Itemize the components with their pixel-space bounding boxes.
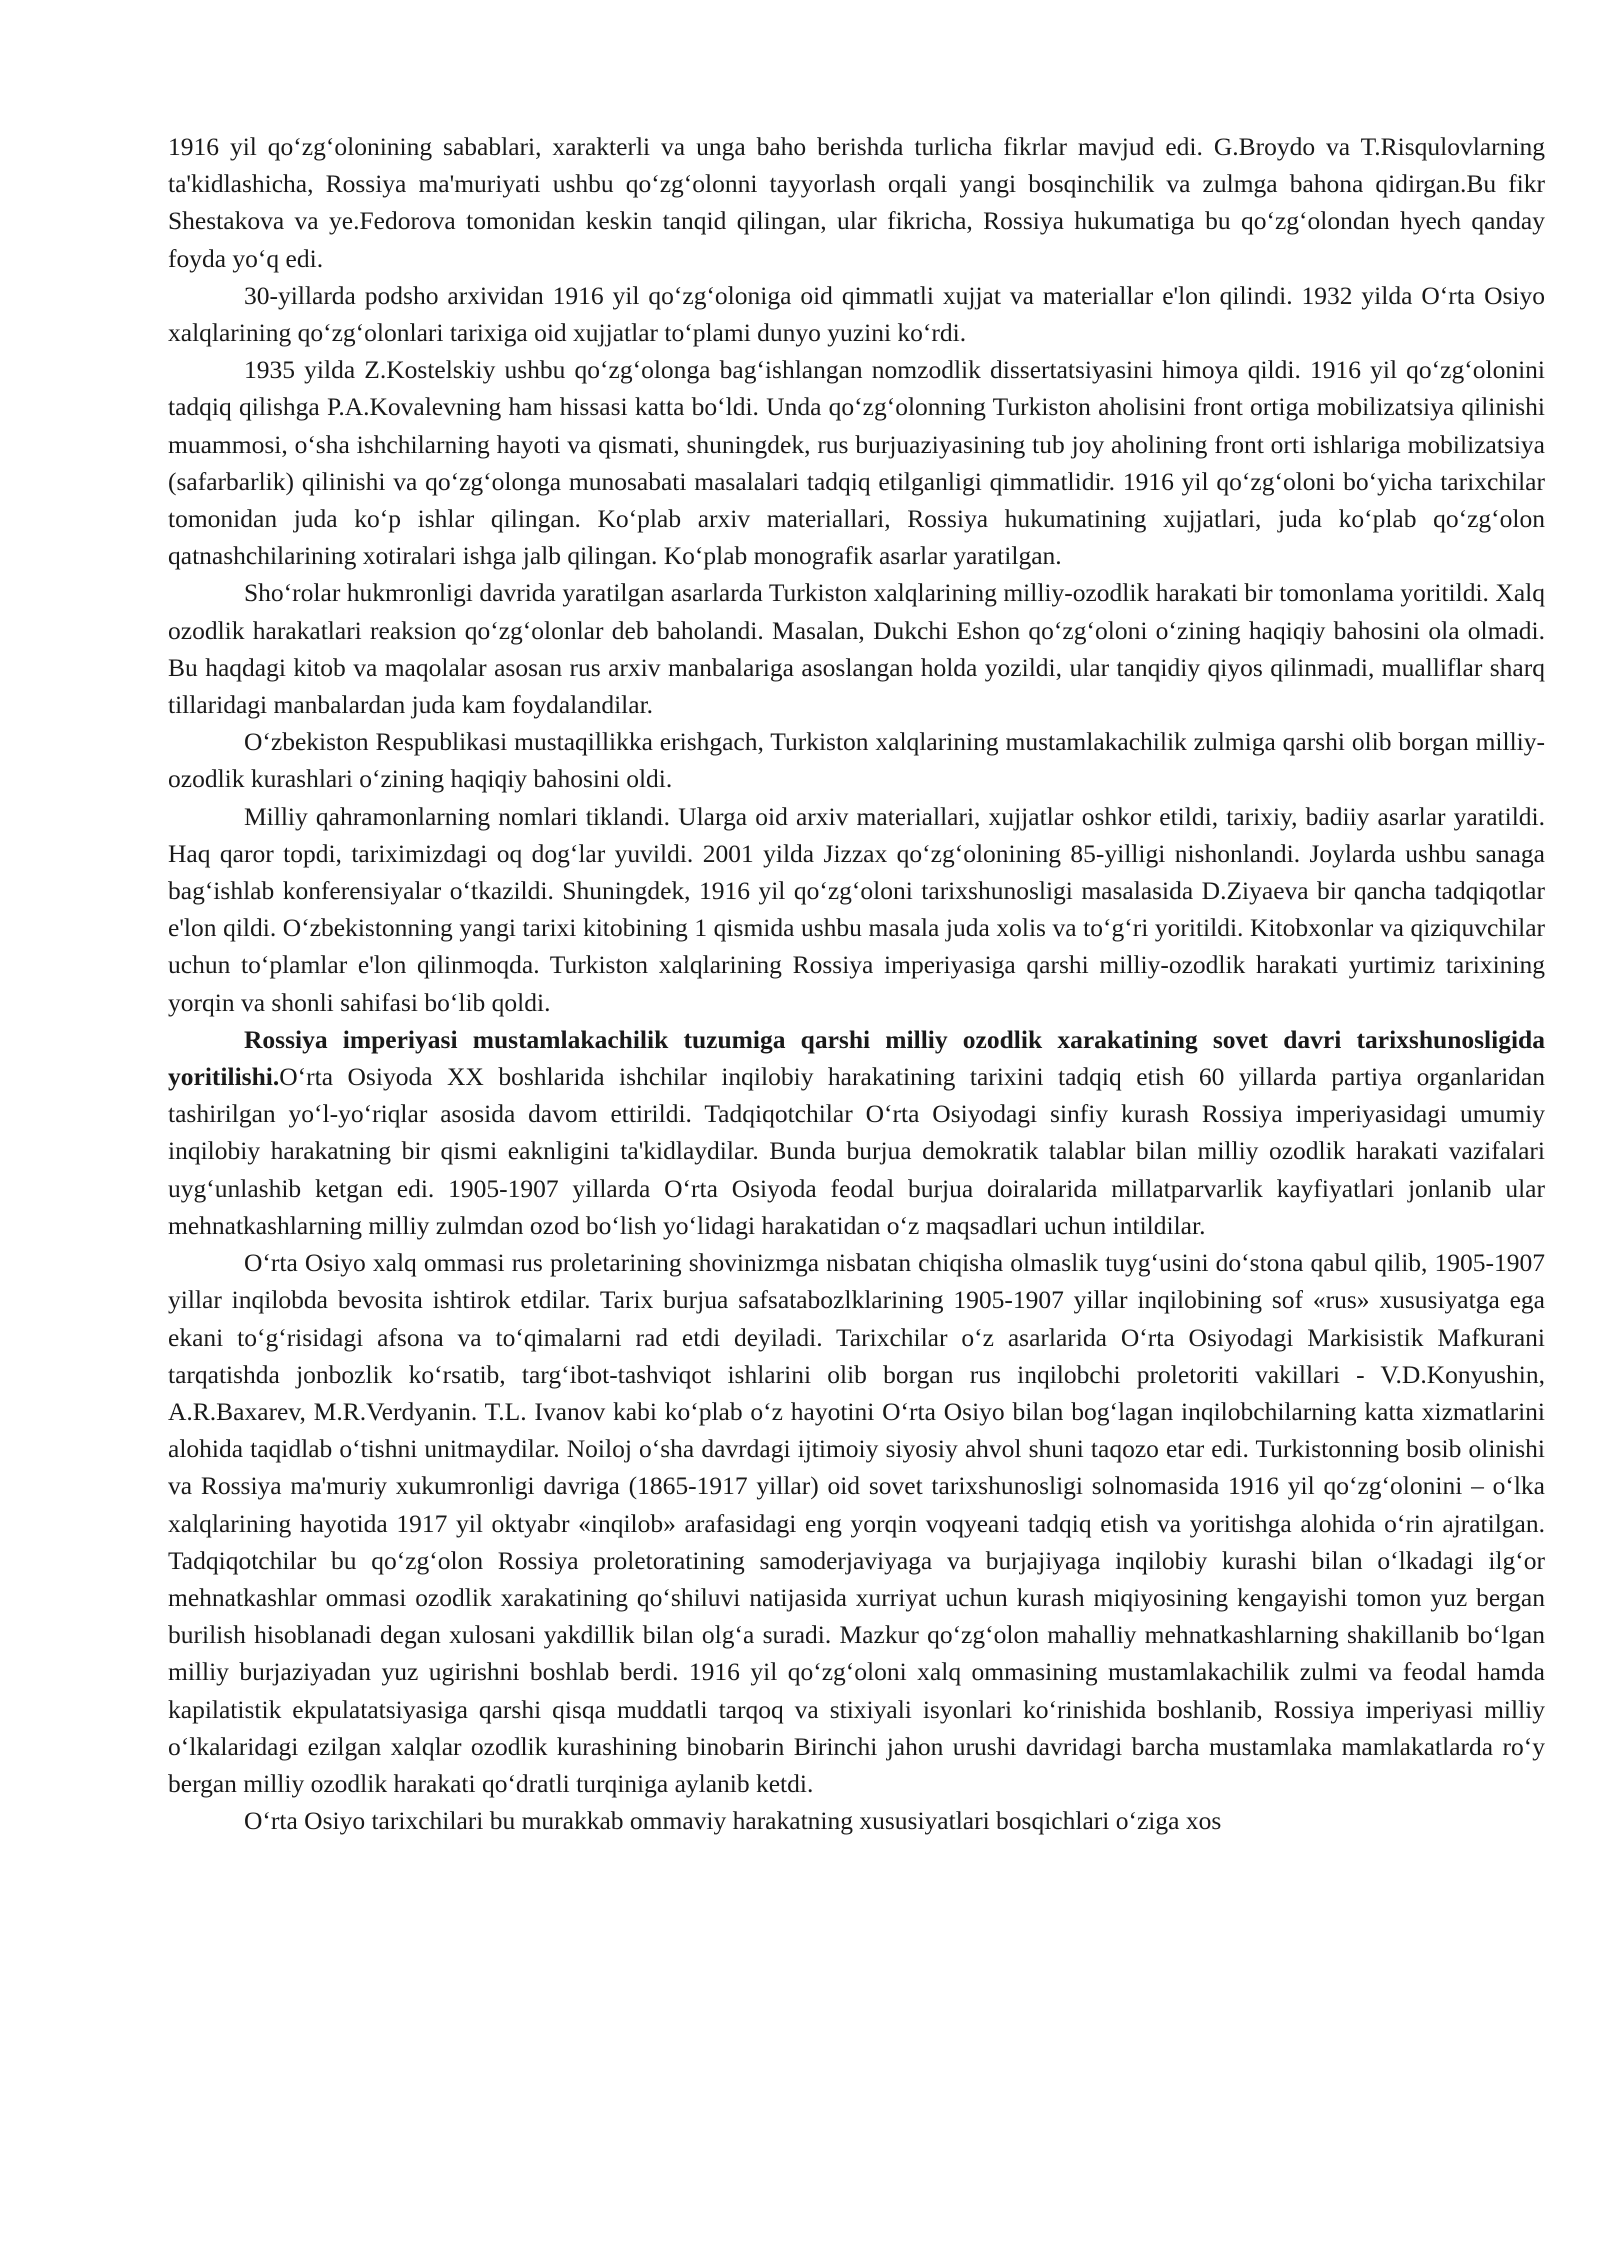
section-heading: Rossiya imperiyasi mustamlakachilik tuzumiga qarshi milliy ozodlik xarakatining sovet davri tarixshunosligida yoritilishi. (168, 1024, 1545, 1092)
paragraph-independence: O‘zbekiston Respublikasi mustaqillikka erishgach, Turkiston xalqlarining mustamlakachilik zulmiga qarshi olib borgan milliy-ozodlik kurashlari o‘zining haqiqiy bahosini oldi. (168, 727, 1545, 794)
document-page (168, 128, 1545, 1839)
paragraph-section-heading (168, 1021, 1545, 1244)
paragraph-national-heroes: Milliy qahramonlarning nomlari tiklandi. Ularga oid arxiv materiallari, xujjatlar oshkor etildi, tarixiy, badiiy asarlar yaratildi. Haq qaror topdi, tariximizdagi oq dog‘lar yuvildi. 2001 yilda Jizzax qo‘zg‘olonining 85-yilligi nishonlandi. Joylarda ushbu sanaga bag‘ishlab konferensiyalar o‘tkazildi. Shuningdek, 1916 yil qo‘zg‘oloni tarixshunosligi masalasida D.Ziyaeva bir qancha tadqiqotlar e'lon qildi. O‘zbekistonning yangi tarixi kitobining 1 qismida ushbu masala juda xolis va to‘g‘ri yoritildi. Kitobxonlar va qiziquvchilar uchun to‘plamlar e'lon qilinmoqda. Turkiston xalqlarining Rossiya imperiyasiga qarshi milliy-ozodlik harakati yurtimiz tarixining yorqin va shonli sahifasi bo‘lib qoldi. (168, 801, 1545, 1017)
paragraph-1916-causes: 1916 yil qo‘zg‘olonining sabablari, xarakterli va unga baho berishda turlicha fikrlar mavjud edi. G.Broydo va T.Risqulovlarning ta'kidlashicha, Rossiya ma'muriyati ushbu qo‘zg‘olonni tayyorlash orqali yangi bosqinchilik va zulmga bahona qidirgan.Bu fikr Shestakova va ye.Fedorova tomonidan keskin tanqid qilingan, ular fikricha, Rossiya hukumatiga bu qo‘zg‘olondan hyech qanday foyda yo‘q edi. (168, 132, 1545, 273)
paragraph-1935-kostelskiy: 1935 yilda Z.Kostelskiy ushbu qo‘zg‘olonga bag‘ishlangan nomzodlik dissertatsiyasini himoya qildi. 1916 yil qo‘zg‘olonini tadqiq qilishga P.A.Kovalevning ham hissasi katta bo‘ldi. Unda qo‘zg‘olonning Turkiston aholisini front ortiga mobilizatsiya qilinishi muammosi, o‘sha ishchilarning hayoti va qismati, shuningdek, rus burjuaziyasining tub joy aholining front orti ishlariga mobilizatsiya (safarbarlik) qilinishi va qo‘zg‘olonga munosabati masalalari tadqiq etilganligi qimmatlidir. 1916 yil qo‘zg‘oloni bo‘yicha tarixchilar tomonidan juda ko‘p ishlar qilingan. Ko‘plab arxiv materiallari, Rossiya hukumatining xujjatlari, juda ko‘plab qo‘zg‘olon qatnashchilarining xotiralari ishga jalb qilingan. Ko‘plab monografik asarlar yaratilgan. (168, 355, 1545, 571)
paragraph-central-asia-historians: O‘rta Osiyo tarixchilari bu murakkab ommaviy harakatning xususiyatlari bosqichlari o‘ziga xos (244, 1806, 1222, 1836)
paragraph-30s-archives: 30-yillarda podsho arxividan 1916 yil qo‘zg‘oloniga oid qimmatli xujjat va materiallar e'lon qilindi. 1932 yilda O‘rta Osiyo xalqlarining qo‘zg‘olonlari tarixiga oid xujjatlar to‘plami dunyo yuzini ko‘rdi. (168, 280, 1545, 348)
paragraph-central-asia-masses: O‘rta Osiyo xalq ommasi rus proletarining shovinizmga nisbatan chiqisha olmaslik tuyg‘usini do‘stona qabul qilib, 1905-1907 yillar inqilobda bevosita ishtirok etdilar. Tarix burjua safsatabozlklarining 1905-1907 yillar inqilobining sof «rus» xususiyatga ega ekani to‘g‘risidagi afsona va to‘qimalarni rad etdi deyiladi. Tarixchilar o‘z asarlarida O‘rta Osiyodagi Markisistik Mafkurani tarqatishda jonbozlik ko‘rsatib, targ‘ibot-tashviqot ishlarini olib borgan rus inqilobchi proletoriti vakillari - V.D.Konyushin, A.R.Baxarev, M.R.Verdyanin. T.L. Ivanov kabi ko‘plab o‘z hayotini O‘rta Osiyo bilan bog‘lagan inqilobchilarning katta xizmatlarini alohida taqidlab o‘tishni unitmaydilar. Noiloj o‘sha davrdagi ijtimoiy siyosiy ahvol shuni taqozo etar edi. Turkistonning bosib olinishi va Rossiya ma'muriy xukumronligi davriga (1865-1917 yillar) oid sovet tarixshunosligi solnomasida 1916 yil qo‘zg‘olonini – o‘lka xalqlarining hayotida 1917 yil oktyabr «inqilob» arafasidagi eng yorqin voqyeani tadqiq etish va yoritishga alohida o‘rin ajratilgan. Tadqiqotchilar bu qo‘zg‘olon Rossiya proletoratining samoderjaviyaga va burjajiyaga inqilobiy kurashi bilan o‘lkadagi ilg‘or mehnatkashlar ommasi ozodlik xarakatining qo‘shiluvi natijasida xurriyat uchun kurash miqiyosining kengayishi tomon yuz bergan burilish hisoblanadi degan xulosani yakdillik bilan olg‘a suradi. Mazkur qo‘zg‘olon mahalliy mehnatkashlarning shakillanib bo‘lgan milliy burjaziyadan yuz ugirishni boshlab berdi. 1916 yil qo‘zg‘oloni xalq ommasining mustamlakachilik zulmi va feodal hamda kapilatistik ekpulatatsiyasiga qarshi qisqa muddatli tarqoq va stixiyali isyonlari ko‘rinishida boshlanib, Rossiya imperiyasi milliy o‘lkalaridagi ezilgan xalqlar ozodlik kurashining binobarin Birinchi jahon urushi davridagi barcha mustamlaka mamlakatlarda ro‘y bergan milliy ozodlik harakati qo‘dratli turqiniga aylanib ketdi. (168, 1248, 1545, 1798)
paragraph-soviet-works: Sho‘rolar hukmronligi davrida yaratilgan asarlarda Turkiston xalqlarining milliy-ozodlik harakati bir tomonlama yoritildi. Xalq ozodlik harakatlari reaksion qo‘zg‘olonlar deb baholandi. Masalan, Dukchi Eshon qo‘zg‘oloni o‘zining haqiqiy bahosini ola olmadi. Bu haqdagi kitob va maqolalar asosan rus arxiv manbalariga asoslangan holda yozildi, ular tanqidiy qiyos qilinmadi, mualliflar sharq tillaridagi manbalardan juda kam foydalandilar. (168, 578, 1545, 720)
section-heading-body: O‘rta Osiyoda XX boshlarida ishchilar inqilobiy harakatining tarixini tadqiq etish 60 yillarda partiya organlaridan tashirilgan yo‘l-yo‘riqlar asosida davom ettirildi. Tadqiqotchilar O‘rta Osiyodagi sinfiy kurash Rossiya imperiyasidagi umumiy inqilobiy harakatning bir qismi eaknligini ta'kidlaydilar. Bunda burjua demokratik talablar bilan milliy ozodlik harakati vazifalari uyg‘unlashib ketgan edi. 1905-1907 yillarda O‘rta Osiyoda feodal burjua doiralarida millatparvarlik kayfiyatlari jonlanib ular mehnatkashlarning milliy zulmdan ozod bo‘lish yo‘lidagi harakatidan o‘z maqsadlari uchun intildilar. (168, 1062, 1545, 1240)
